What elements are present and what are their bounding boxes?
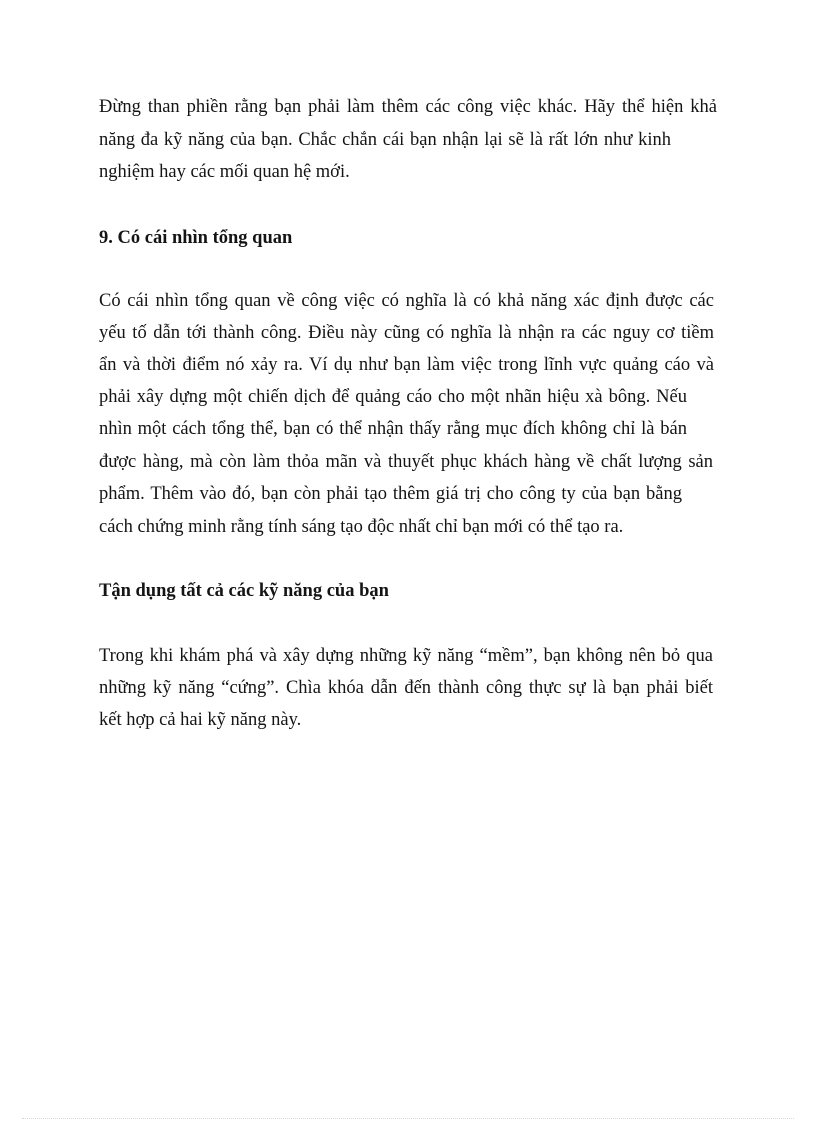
- paragraph-2-line-3: ẩn và thời điểm nó xảy ra. Ví dụ như bạn làm việc trong lĩnh vực quảng cáo và: [99, 355, 714, 375]
- paragraph-2-line-4: phải xây dựng một chiến dịch để quảng cáo cho một nhãn hiệu xà bông. Nếu: [99, 387, 687, 407]
- section-heading-skills: Tận dụng tất cả các kỹ năng của bạn: [99, 581, 389, 601]
- paragraph-3-line-2: những kỹ năng “cứng”. Chìa khóa dẫn đến thành công thực sự là bạn phải biết: [99, 678, 713, 698]
- paragraph-2-line-5: nhìn một cách tổng thể, bạn có thể nhận thấy rằng mục đích không chỉ là bán: [99, 419, 687, 439]
- paragraph-1-line-1: Đừng than phiền rằng bạn phải làm thêm các công việc khác. Hãy thể hiện khả: [99, 97, 717, 117]
- paragraph-2-line-1: Có cái nhìn tổng quan về công việc có nghĩa là có khả năng xác định được các: [99, 291, 714, 311]
- paragraph-2-line-7: phẩm. Thêm vào đó, bạn còn phải tạo thêm giá trị cho công ty của bạn bằng: [99, 484, 682, 504]
- paragraph-1-line-3: nghiệm hay các mối quan hệ mới.: [99, 162, 350, 182]
- paragraph-3-line-1: Trong khi khám phá và xây dựng những kỹ năng “mềm”, bạn không nên bỏ qua: [99, 646, 713, 666]
- paragraph-1-line-2: năng đa kỹ năng của bạn. Chắc chắn cái bạn nhận lại sẽ là rất lớn như kinh: [99, 130, 671, 150]
- paragraph-3-line-3: kết hợp cả hai kỹ năng này.: [99, 710, 302, 730]
- paragraph-2-line-6: được hàng, mà còn làm thỏa mãn và thuyết phục khách hàng về chất lượng sản: [99, 452, 713, 472]
- paragraph-2-line-2: yếu tố dẫn tới thành công. Điều này cũng có nghĩa là nhận ra các nguy cơ tiềm: [99, 323, 714, 343]
- page-bottom-border: [22, 1118, 794, 1119]
- section-heading-9: 9. Có cái nhìn tổng quan: [99, 228, 293, 248]
- paragraph-2-line-8: cách chứng minh rằng tính sáng tạo độc nhất chỉ bạn mới có thể tạo ra.: [99, 517, 624, 537]
